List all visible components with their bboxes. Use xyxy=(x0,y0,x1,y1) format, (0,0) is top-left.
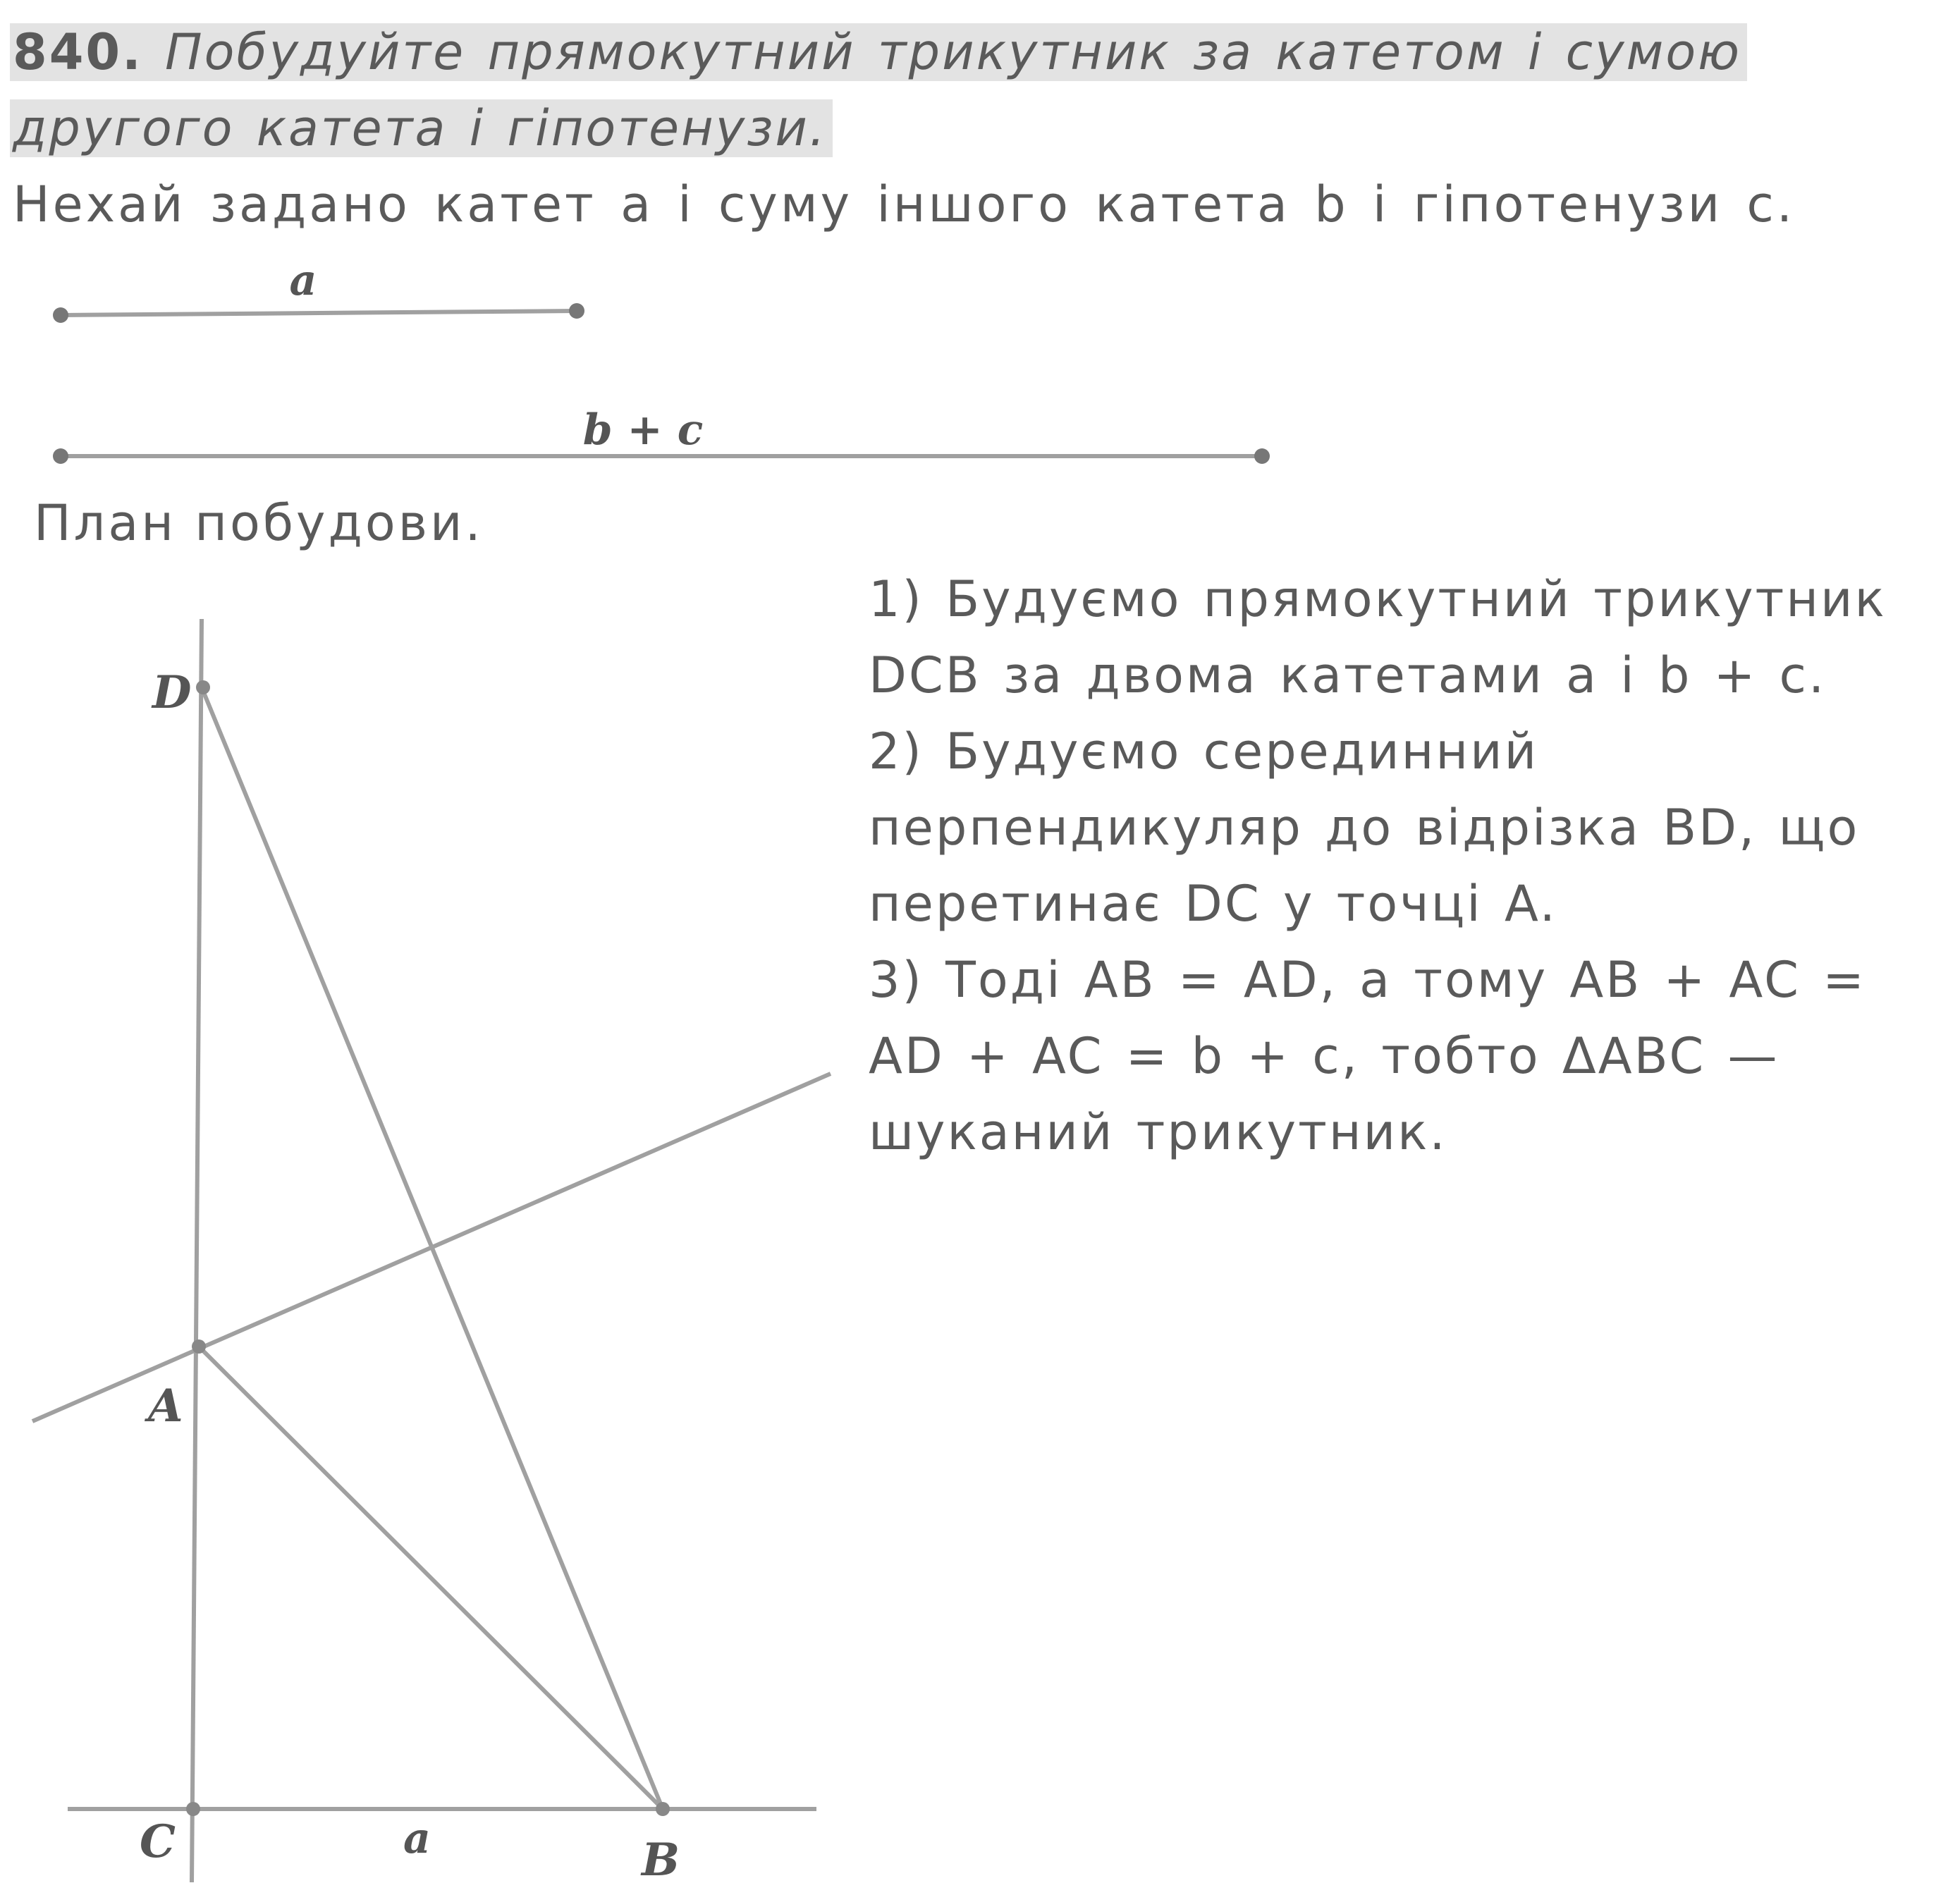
vertical-line-dc xyxy=(192,619,202,1882)
side-a-label: a xyxy=(403,1814,431,1863)
segment-bc xyxy=(53,405,1270,464)
segment-bc-endpoint-left xyxy=(53,448,68,464)
segment-a xyxy=(53,256,584,323)
point-d-label: D xyxy=(152,666,192,719)
segment-ab xyxy=(199,1347,663,1809)
point-b-label: B xyxy=(642,1834,680,1887)
segment-a-label: a xyxy=(289,256,317,305)
plan-title: План побудови. xyxy=(34,494,484,552)
point-b-marker xyxy=(656,1802,670,1816)
segment-bc-label: b + c xyxy=(582,405,704,455)
point-d-marker xyxy=(196,680,210,694)
triangle-construction xyxy=(32,619,831,1882)
step-1: 1) Будуємо прямокутний трикутник DCB за двома катетами a і b + c. xyxy=(869,570,1887,704)
point-a-marker xyxy=(192,1339,206,1354)
point-a-label: A xyxy=(148,1380,183,1433)
problem-text-line1: Побудуйте прямокутний трикутник за катетом і сумою xyxy=(164,23,1742,81)
step-2: 2) Будуємо серединний перпендикуляр до відрізка BD, що перетинає DC у точці A. xyxy=(869,723,1860,933)
problem-number: 840. xyxy=(13,23,143,81)
perpendicular-bisector xyxy=(32,1074,831,1421)
step-3: 3) Тоді AB = AD, а тому AB + AC = AD + AC = b + c, тобто ΔABC — шуканий трикутник. xyxy=(869,951,1866,1161)
segment-a-line xyxy=(61,311,577,315)
given-text: Нехай задано катет a і суму іншого катета b і гіпотенузи c. xyxy=(13,176,1796,233)
segment-a-endpoint-left xyxy=(53,307,68,323)
problem-text-line2: другого катета і гіпотенузи. xyxy=(13,99,828,157)
point-c-label: C xyxy=(140,1815,176,1868)
segment-bc-endpoint-right xyxy=(1254,448,1270,464)
point-c-marker xyxy=(186,1802,200,1816)
segment-a-endpoint-right xyxy=(569,303,584,319)
